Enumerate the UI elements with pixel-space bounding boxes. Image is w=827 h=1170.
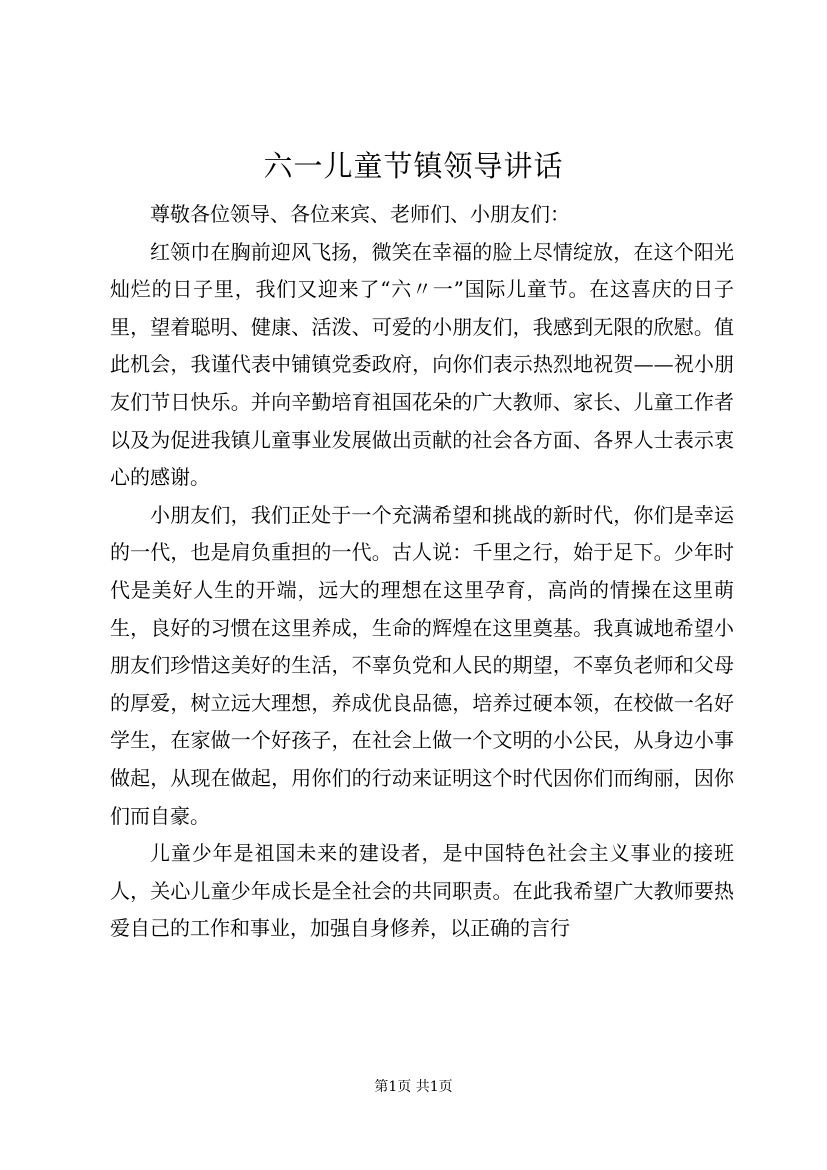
body-paragraph: 小朋友们，我们正处于一个充满希望和挑战的新时代，你们是幸运的一代，也是肩负重担的一代。古人说：千里之行，始于足下。少年时代是美好人生的开端，远大的理想在这里孕育，高尚的情操在这里萌生，良好的习惯在这里养成，生命的辉煌在这里奠基。我真诚地希望小朋友们珍惜这美好的生活，不辜负党和人民的期望，不辜负老师和父母的厚爱，树立远大理想，养成优良品德，培养过硬本领，在校做一名好学生，在家做一个好孩子，在社会上做一个文明的小公民，从身边小事做起，从现在做起，用你们的行动来证明这个时代因你们而绚丽，因你们而自豪。 xyxy=(110,502,734,828)
page-total: 共1页 xyxy=(415,1079,453,1095)
document-body xyxy=(110,196,734,948)
page-footer xyxy=(0,1077,827,1097)
body-paragraph: 红领巾在胸前迎风飞扬，微笑在幸福的脸上尽情绽放，在这个阳光灿烂的日子里，我们又迎来了“六〃一”国际儿童节。在这喜庆的日子里，望着聪明、健康、活泼、可爱的小朋友们，我感到无限的欣慰。值此机会，我谨代表中铺镇党委政府，向你们表示热烈地祝贺——祝小朋友们节日快乐。并向辛勤培育祖国花朵的广大教师、家长、儿童工作者以及为促进我镇儿童事业发展做出贡献的社会各方面、各界人士表示衷心的感谢。 xyxy=(110,239,734,490)
document-title: 六一儿童节镇领导讲话 xyxy=(263,149,564,183)
body-paragraph: 儿童少年是祖国未来的建设者，是中国特色社会主义事业的接班人，关心儿童少年成长是全社会的共同职责。在此我希望广大教师要热爱自己的工作和事业，加强自身修养，以正确的言行 xyxy=(110,841,734,941)
salutation-paragraph: 尊敬各位领导、各位来宾、老师们、小朋友们： xyxy=(150,202,570,226)
page-number: 第1页 xyxy=(374,1079,412,1095)
